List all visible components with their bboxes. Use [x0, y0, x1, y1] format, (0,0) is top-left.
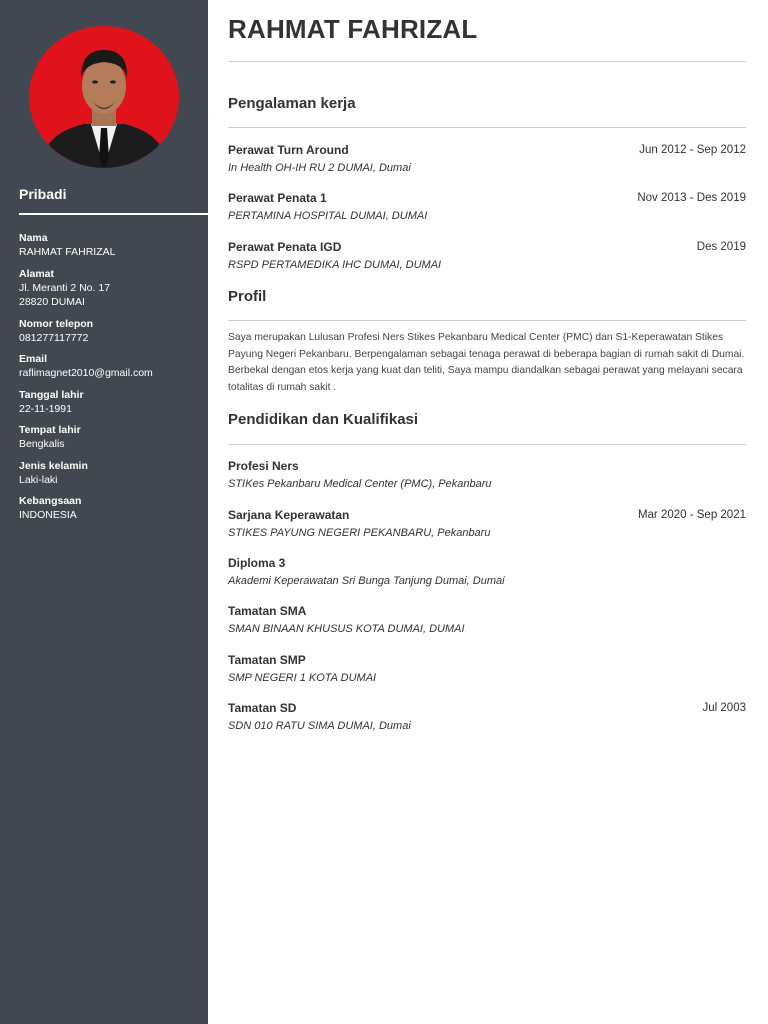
entry-date: Des 2019 — [696, 241, 746, 253]
entry-organization: SMP NEGERI 1 KOTA DUMAI — [228, 672, 377, 684]
entry-organization: STIKes Pekanbaru Medical Center (PMC), Pekanbaru — [228, 478, 492, 490]
field-birthplace — [19, 423, 204, 452]
field-name — [19, 231, 204, 260]
entry-organization: STIKES PAYUNG NEGERI PEKANBARU, Pekanbaru — [228, 527, 491, 539]
field-value: 28820 DUMAI — [19, 296, 85, 308]
education-divider — [228, 444, 746, 445]
sidebar-divider — [19, 213, 208, 215]
entry-organization: In Health OH-IH RU 2 DUMAI, Dumai — [228, 162, 411, 174]
entry-title: Tamatan SMP — [228, 653, 306, 667]
entry-date: Nov 2013 - Des 2019 — [637, 192, 746, 204]
entry-organization: SDN 010 RATU SIMA DUMAI, Dumai — [228, 720, 411, 732]
entry-date: Jul 2003 — [702, 702, 746, 714]
candidate-name: RAHMAT FAHRIZAL — [228, 14, 478, 44]
field-email — [19, 352, 204, 381]
experience-divider — [228, 127, 746, 128]
education-entry — [228, 556, 746, 596]
education-entry — [228, 653, 746, 693]
experience-entry — [228, 143, 746, 183]
field-label: Tanggal lahir — [19, 388, 84, 401]
education-title: Pendidikan dan Kualifikasi — [228, 411, 419, 428]
entry-organization: Akademi Keperawatan Sri Bunga Tanjung Dumai, Dumai — [228, 575, 505, 587]
field-address — [19, 267, 204, 310]
entry-title: Perawat Turn Around — [228, 143, 349, 157]
field-value: 22-11-1991 — [19, 402, 72, 415]
name-divider — [228, 61, 746, 62]
profile-summary: Saya merupakan Lulusan Profesi Ners Stikes Pekanbaru Medical Center (PMC) dan S1-Keperawatan Stikes Payung Negeri Pekanbaru. Berpengalaman sebagai tenaga perawat di beberapa bagian di rumah sakit di Dumai. Berbekal dengan etos kerja yang kuat dan teliti, Saya mampu diandalkan sebagai perawat yang melayani secara totalitas di rumah sakit . — [228, 332, 745, 393]
experience-title: Pengalaman kerja — [228, 95, 356, 112]
field-label: Alamat — [19, 267, 55, 280]
profile-divider — [228, 320, 746, 321]
entry-date: Jun 2012 - Sep 2012 — [639, 144, 746, 156]
field-nationality — [19, 494, 204, 523]
field-label: Email — [19, 353, 48, 365]
entry-title: Diploma 3 — [228, 556, 286, 570]
entry-title: Tamatan SD — [228, 701, 297, 715]
field-gender — [19, 459, 204, 488]
entry-organization: RSPD PERTAMEDIKA IHC DUMAI, DUMAI — [228, 259, 442, 271]
entry-date: Mar 2020 - Sep 2021 — [637, 509, 746, 521]
experience-entry — [228, 240, 746, 280]
experience-entry — [228, 191, 746, 231]
education-entry — [228, 604, 746, 644]
entry-title: Tamatan SMA — [228, 604, 307, 618]
entry-organization: PERTAMINA HOSPITAL DUMAI, DUMAI — [228, 210, 428, 222]
profile-title: Profil — [228, 288, 267, 305]
field-value: 081277117772 — [19, 331, 89, 344]
education-entry — [228, 508, 746, 548]
personal-info-list — [19, 231, 204, 530]
education-entry — [228, 459, 746, 499]
field-label: Kebangsaan — [19, 495, 82, 507]
sidebar — [0, 0, 208, 1024]
education-entry — [228, 701, 746, 741]
entry-title: Perawat Penata IGD — [228, 240, 342, 254]
entry-title: Profesi Ners — [228, 459, 299, 473]
entry-organization: SMAN BINAAN KHUSUS KOTA DUMAI, DUMAI — [228, 623, 465, 635]
field-label: Nomor telepon — [19, 317, 94, 330]
field-birthdate — [19, 388, 204, 417]
field-label: Nama — [19, 232, 48, 244]
field-value: RAHMAT FAHRIZAL — [19, 246, 116, 258]
field-label: Jenis kelamin — [19, 459, 88, 472]
entry-title: Perawat Penata 1 — [228, 191, 327, 205]
entry-title: Sarjana Keperawatan — [228, 508, 350, 522]
field-value: Laki-laki — [19, 473, 58, 486]
field-value: raflimagnet2010@gmail.com — [19, 367, 153, 379]
sidebar-heading: Pribadi — [19, 186, 67, 202]
field-phone — [19, 317, 204, 346]
field-value: INDONESIA — [19, 509, 77, 521]
profile-photo — [29, 26, 179, 168]
field-label: Tempat lahir — [19, 424, 81, 436]
field-value: Bengkalis — [19, 438, 65, 450]
field-value: Jl. Meranti 2 No. 17 — [19, 281, 111, 294]
